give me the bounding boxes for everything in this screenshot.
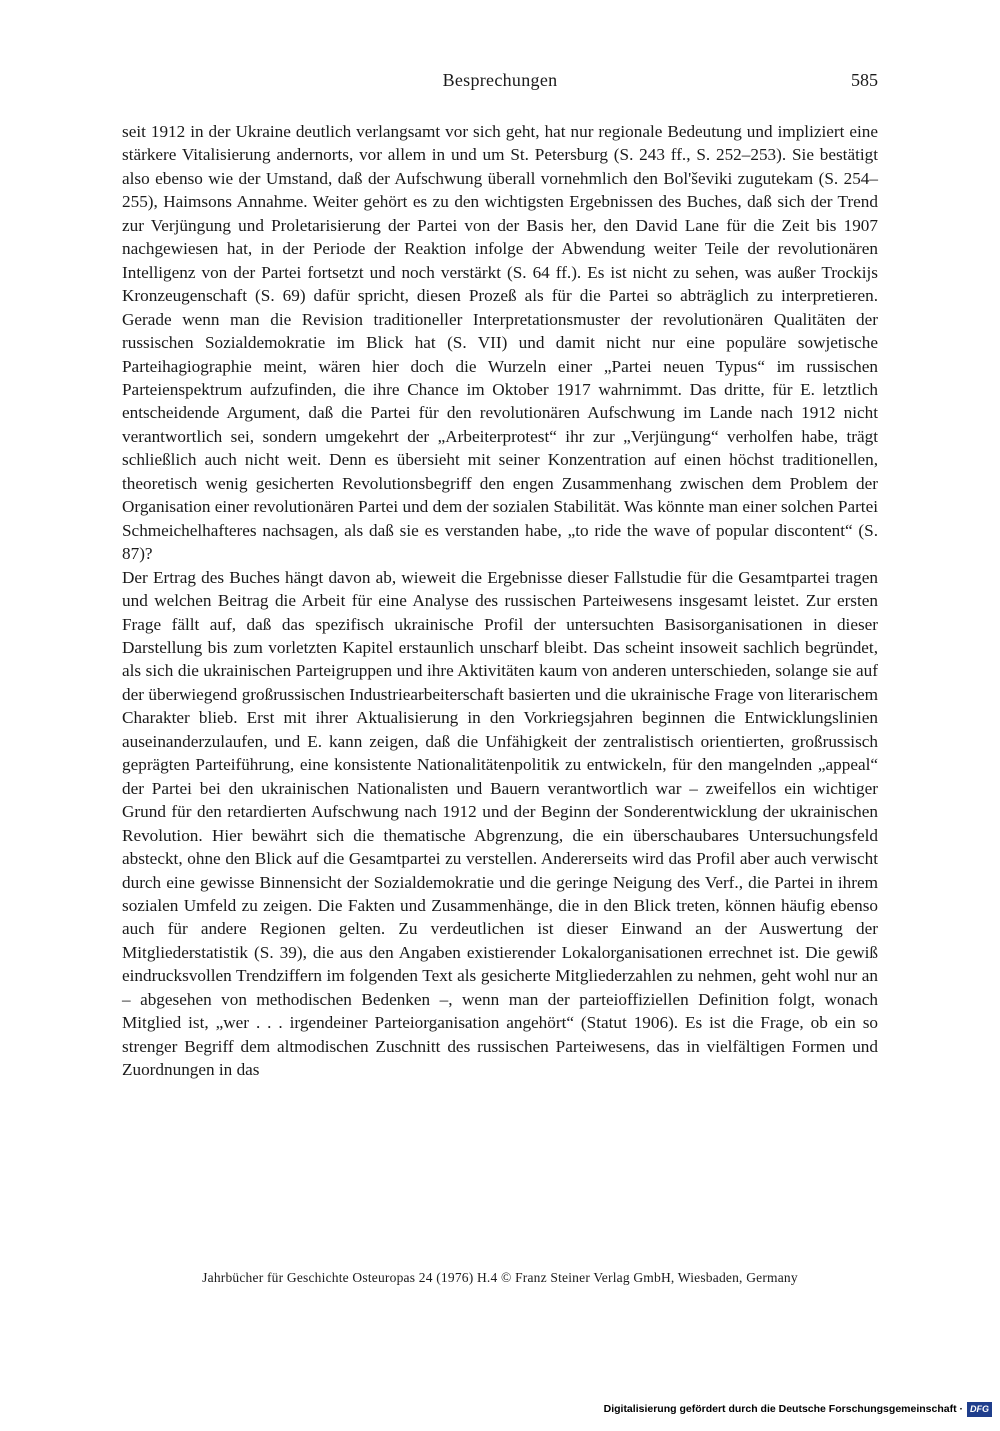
running-head: Besprechungen — [442, 70, 558, 90]
digitization-text: Digitalisierung gefördert durch die Deutsche Forschungsgemeinschaft · — [603, 1403, 963, 1415]
digitization-notice — [604, 1399, 992, 1419]
paragraph-1: seit 1912 in der Ukraine deutlich verlangsamt vor sich geht, hat nur regionale Bedeutung und impliziert eine stärkere Vitalisierung andernorts, vor allem in und um St. Petersburg (S. 243 ff., S. 252–253). Sie bestätigt also ebenso wie der Umstand, daß der Aufschwung überall vornehmlich den Bol'ševiki zugutekam (S. 254–255), Haimsons Annahme. Weiter gehört es zu den wichtigsten Ergebnissen des Buches, daß sich der Trend zur Verjüngung und Proletarisierung der Partei von der Basis her, den David Lane für die Zeit bis 1907 nachgewiesen hat, in der Periode der Reaktion infolge der Abwendung weiter Teile der revolutionären Intelligenz von der Partei fortsetzt und noch verstärkt (S. 64 ff.). Es ist nicht zu sehen, was außer Trockijs Kronzeugenschaft (S. 69) dafür spricht, diesen Prozeß als für die Partei so abträglich zu interpretieren. Gerade wenn man die Revision traditioneller Interpretationsmuster der revolutionären Qualitäten der russischen Sozialdemokratie im Blick hat (S. VII) und damit nicht nur eine populäre sowjetische Parteihagiographie meint, wären hier doch die Wurzeln einer „Partei neuen Typus“ im russischen Parteienspektrum aufzufinden, die ihre Chance im Oktober 1917 wahrnimmt. Das dritte, für E. letztlich entscheidende Argument, daß die Partei für den revolutionären Aufschwung im Lande nach 1912 nicht verantwortlich sei, sondern umgekehrt der „Arbeiterprotest“ ihr zur „Verjüngung“ verholfen habe, trägt schließlich auch nicht weit. Denn es übersieht mit seiner Konzentration auf einen höchst traditionellen, theoretisch wenig gesicherten Revolutionsbegriff den engen Zusammenhang zwischen dem Problem der Organisation einer revolutionären Partei und dem der sozialen Stabilität. Was könnte man einer solchen Partei Schmeichelhafteres nachsagen, als daß sie es verstanden habe, „to ride the wave of popular discontent“ (S. 87)? — [122, 122, 878, 564]
dfg-logo-icon: DFG — [967, 1402, 992, 1417]
page-number: 585 — [851, 70, 878, 90]
page-header — [122, 70, 878, 98]
article-body — [122, 120, 878, 1082]
paragraph-2: Der Ertrag des Buches hängt davon ab, wieweit die Ergebnisse dieser Fallstudie für die Gesamtpartei tragen und welchen Beitrag die Arbeit für eine Analyse des russischen Parteiwesens insgesamt leistet. Zur ersten Frage fällt auf, daß das spezifisch ukrainische Profil der untersuchten Basisorganisationen in dieser Darstellung bis zum vorletzten Kapitel erstaunlich unscharf bleibt. Das scheint insoweit sachlich begründet, als sich die ukrainischen Parteigruppen und ihre Aktivitäten kaum von anderen unterschieden, solange sie auf der überwiegend großrussischen Industriearbeiterschaft basierten und die ukrainische Frage von literarischem Charakter blieb. Erst mit ihrer Aktualisierung in den Vorkriegsjahren beginnen die Entwicklungslinien auseinanderzulaufen, und E. kann zeigen, daß die Unfähigkeit der zentralistisch orientierten, großrussisch geprägten Parteiführung, eine konsistente Nationalitätenpolitik zu entwickeln, für den mangelnden „appeal“ der Partei bei den ukrainischen Nationalisten und Bauern verantwortlich war – zweifellos ein wichtiger Grund für den retardierten Aufschwung nach 1912 und der Beginn der Sonderentwicklung der ukrainischen Revolution. Hier bewährt sich die thematische Abgrenzung, die ein überschaubares Untersuchungsfeld absteckt, ohne den Blick auf die Gesamtpartei zu verstellen. Andererseits wird das Profil aber auch verwischt durch eine gewisse Binnensicht der Sozialdemokratie und die geringe Neigung des Verf., die Partei in ihrem sozialen Umfeld zu zeigen. Die Fakten und Zusammenhänge, die in den Blick treten, können häufig ebenso auch für andere Regionen gelten. Zu verdeutlichen ist dieser Einwand an der Auswertung der Mitgliederstatistik (S. 39), die aus den Angaben existierender Lokalorganisationen errechnet ist. Die gewiß eindrucksvollen Trendziffern im folgenden Text als gesicherte Mitgliederzahlen zu nehmen, geht wohl nur an – abgesehen von methodischen Bedenken –, wenn man der parteioffiziellen Definition folgt, wonach Mitglied ist, „wer . . . irgendeiner Parteiorganisation angehört“ (Statut 1906). Es ist die Frage, ob ein so strenger Begriff dem altmodischen Zuschnitt des russischen Parteiwesens, das in vielfältigen Formen und Zuordnungen in das — [122, 567, 878, 1080]
journal-citation: Jahrbücher für Geschichte Osteuropas 24 (1976) H.4 © Franz Steiner Verlag GmbH, Wiesbaden, Germany — [202, 1270, 798, 1285]
